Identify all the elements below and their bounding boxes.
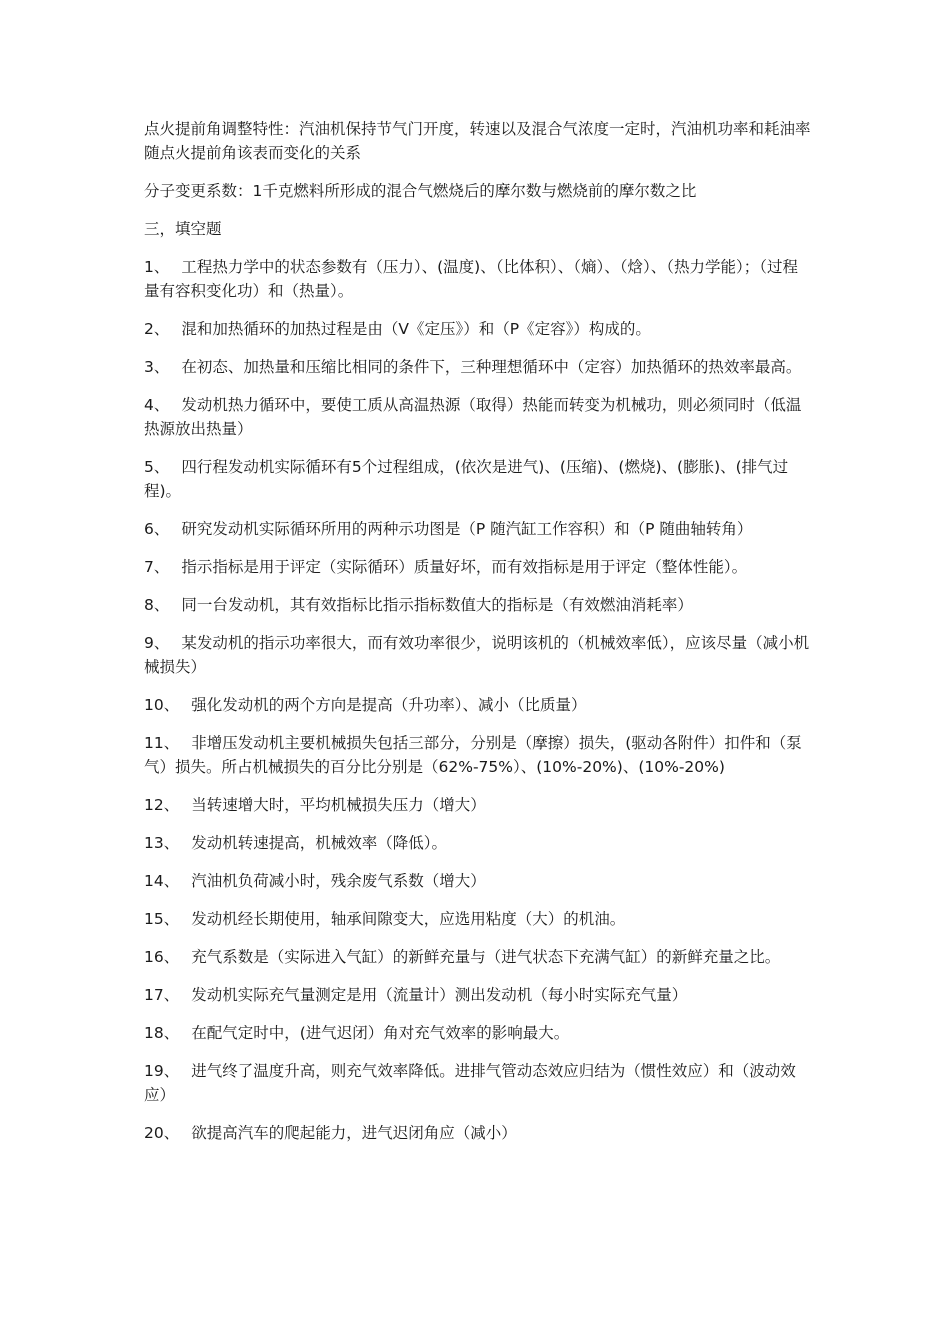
question-number: 18、	[144, 1024, 180, 1042]
question-item	[144, 317, 812, 341]
question-item	[144, 983, 812, 1007]
question-number: 5、	[144, 458, 170, 476]
question-number: 13、	[144, 834, 180, 852]
question-text: 进气终了温度升高，则充气效率降低。进排气管动态效应归结为（惯性效应）和（波动效应）	[144, 1062, 796, 1104]
question-number: 20、	[144, 1124, 180, 1142]
question-text: 汽油机负荷减小时，残余废气系数（增大）	[191, 872, 486, 890]
question-text: 充气系数是（实际进入气缸）的新鲜充量与（进气状态下充满气缸）的新鲜充量之比。	[191, 948, 781, 966]
question-text: 发动机经长期使用，轴承间隙变大，应选用粘度（大）的机油。	[191, 910, 626, 928]
question-number: 8、	[144, 596, 170, 614]
question-item	[144, 355, 812, 379]
question-text: 在初态、加热量和压缩比相同的条件下，三种理想循环中（定容）加热循环的热效率最高。	[181, 358, 802, 376]
question-number: 1、	[144, 258, 170, 276]
question-number: 2、	[144, 320, 170, 338]
question-text: 欲提高汽车的爬起能力，进气迟闭角应（减小）	[191, 1124, 517, 1142]
question-text: 同一台发动机，其有效指标比指示指标数值大的指标是（有效燃油消耗率）	[181, 596, 693, 614]
question-item	[144, 593, 812, 617]
question-text: 非增压发动机主要机械损失包括三部分，分别是（摩擦）损失，(驱动各附件）扣件和（泵气）损失。所占机械损失的百分比分别是（62%-75%）、(10%-20%)、(10%-20%)	[144, 734, 802, 776]
question-text: 研究发动机实际循环所用的两种示功图是（P 随汽缸工作容积）和（P 随曲轴转角）	[181, 520, 753, 538]
question-item	[144, 693, 812, 717]
question-item	[144, 255, 812, 303]
question-text: 发动机转速提高，机械效率（降低）。	[191, 834, 447, 852]
question-item	[144, 731, 812, 779]
question-text: 强化发动机的两个方向是提高（升功率）、减小（比质量）	[191, 696, 587, 714]
question-number: 6、	[144, 520, 170, 538]
question-number: 16、	[144, 948, 180, 966]
question-item	[144, 793, 812, 817]
question-item	[144, 555, 812, 579]
question-item	[144, 1021, 812, 1045]
question-item	[144, 631, 812, 679]
question-text: 混和加热循环的加热过程是由（V《定压》）和（P《定容》）构成的。	[181, 320, 651, 338]
definition-molecular-change: 分子变更系数：1千克燃料所形成的混合气燃烧后的摩尔数与燃烧前的摩尔数之比	[144, 182, 697, 200]
question-number: 10、	[144, 696, 180, 714]
definition-ignition-advance: 点火提前角调整特性：汽油机保持节气门开度，转速以及混合气浓度一定时，汽油机功率和耗油率随点火提前角该表而变化的关系	[144, 120, 811, 162]
question-number: 7、	[144, 558, 170, 576]
question-number: 17、	[144, 986, 180, 1004]
question-text: 指示指标是用于评定（实际循环）质量好坏，而有效指标是用于评定（整体性能）。	[181, 558, 748, 576]
question-item	[144, 945, 812, 969]
question-item	[144, 1059, 812, 1107]
question-item	[144, 907, 812, 931]
question-text: 发动机实际充气量测定是用（流量计）测出发动机（每小时实际充气量）	[191, 986, 688, 1004]
question-text: 在配气定时中，(进气迟闭）角对充气效率的影响最大。	[191, 1024, 570, 1042]
question-number: 14、	[144, 872, 180, 890]
document-body	[144, 117, 812, 1159]
question-number: 12、	[144, 796, 180, 814]
section-title: 三，填空题	[144, 220, 222, 238]
question-item	[144, 455, 812, 503]
question-item	[144, 517, 812, 541]
question-number: 3、	[144, 358, 170, 376]
question-text: 当转速增大时，平均机械损失压力（增大）	[191, 796, 486, 814]
question-text: 工程热力学中的状态参数有（压力）、(温度)、（比体积）、（熵）、（焓）、（热力学能）；（过程量有容积变化功）和（热量）。	[144, 258, 798, 300]
question-text: 四行程发动机实际循环有5个过程组成，(依次是进气)、(压缩)、(燃烧)、(膨胀)、(排气过程)。	[144, 458, 789, 500]
question-item	[144, 831, 812, 855]
question-item	[144, 393, 812, 441]
question-number: 15、	[144, 910, 180, 928]
question-text: 某发动机的指示功率很大，而有效功率很少，说明该机的（机械效率低），应该尽量（减小机械损失）	[144, 634, 810, 676]
question-number: 9、	[144, 634, 170, 652]
question-item	[144, 869, 812, 893]
question-number: 19、	[144, 1062, 180, 1080]
question-item	[144, 1121, 812, 1145]
question-number: 11、	[144, 734, 180, 752]
question-text: 发动机热力循环中，要使工质从高温热源（取得）热能而转变为机械功，则必须同时（低温热源放出热量）	[144, 396, 802, 438]
question-number: 4、	[144, 396, 170, 414]
